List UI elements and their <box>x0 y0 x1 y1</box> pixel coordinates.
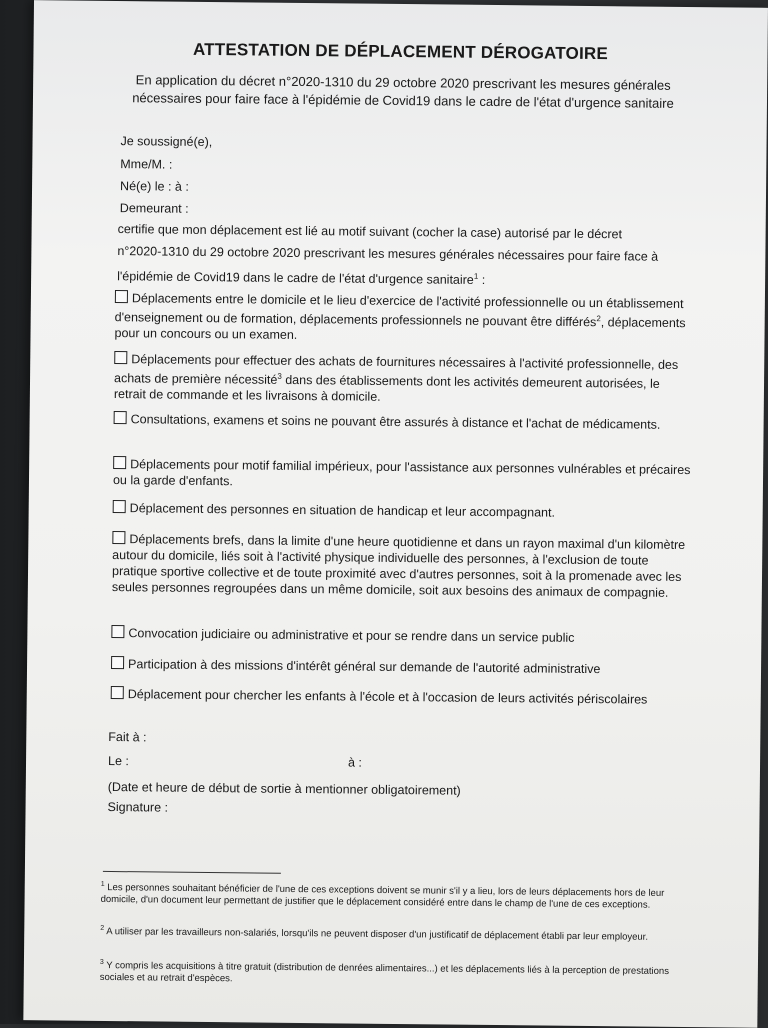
option-text-tail: , déplacements pour un concours ou un examen. <box>114 315 686 343</box>
reason-option-general-interest[interactable] <box>111 656 689 678</box>
reason-option-purchases[interactable] <box>114 351 693 408</box>
certify-line-1: certifie que mon déplacement est lié au motif suivant (cocher la case) autorisé par le décret <box>117 222 623 242</box>
checkbox[interactable] <box>112 531 125 544</box>
done-at-field[interactable]: Fait à : <box>108 729 147 745</box>
option-text: Déplacements brefs, dans la limite d'une heure quotidienne et dans un rayon maximal d'un kilomètre autour du domicile, liés soit à l'activité physique individuelle des personnes, à l'exclusion de toute pratique sportive collective et de toute proximité avec d'autres personnes, soit à la promenade avec les seules personnes regroupées dans un même domicile, soit aux besoins des animaux de compagnie. <box>111 532 686 600</box>
footnote-ref-3: 3 <box>277 371 282 381</box>
date-field[interactable]: Le : <box>107 753 129 769</box>
checkbox[interactable] <box>111 656 124 669</box>
option-text: Convocation judiciaire ou administrative et pour se rendre dans un service public <box>128 626 575 645</box>
name-field[interactable]: Mme/M. : <box>120 157 173 172</box>
option-text: Déplacements entre le domicile et le lieu d'exercice de l'activité professionnelle ou un établissement d'enseignement ou de formation, déplacements professionnels ne pouvant être différés <box>114 291 684 330</box>
checkbox[interactable] <box>113 500 126 513</box>
option-text: Déplacement des personnes en situation de handicap et leur accompagnant. <box>129 501 556 520</box>
decree-line-1: En application du décret n°2020-1310 du 29 octobre 2020 prescrivant les mesures générales <box>135 72 671 93</box>
undersigned-label: Je soussigné(e), <box>120 134 213 150</box>
option-text-tail: dans des établissements dont les activités demeurent autorisées, le retrait de commande et les livraisons à domicile. <box>113 372 660 404</box>
footnote-2 <box>100 923 690 944</box>
reason-option-short-outing[interactable] <box>112 531 691 601</box>
checkbox[interactable] <box>114 351 127 364</box>
footnote-text: Y compris les acquisitions à titre gratuit (distribution de denrées alimentaires...) et les déplacements liés à la perception de prestations sociales et au retrait d'espèces. <box>99 960 670 985</box>
reason-option-disability[interactable] <box>113 500 691 522</box>
attestation-sheet <box>23 0 768 1028</box>
certify-statement <box>117 218 718 293</box>
footnote-separator <box>103 871 281 874</box>
checkbox[interactable] <box>111 625 124 638</box>
certify-line-3-end: : <box>478 272 486 288</box>
decree-line-2: nécessaires pour faire face à l'épidémie de Covid19 dans le cadre de l'état d'urgence sanitaire <box>132 90 674 111</box>
time-field[interactable]: à : <box>347 755 363 770</box>
certify-line-3-text: l'épidémie de Covid19 dans le cadre de l'état d'urgence sanitaire <box>117 269 474 287</box>
date-time-note: (Date et heure de début de sortie à mentionner obligatoirement) <box>107 779 461 798</box>
option-text: Consultations, examens et soins ne pouvant être assurés à distance et l'achat de médicaments. <box>130 412 661 432</box>
checkbox[interactable] <box>111 686 124 699</box>
footnote-text: A utiliser par les travailleurs non-salariés, lorsqu'ils ne peuvent disposer d'un justificatif de déplacement établi par leur employeur. <box>106 926 649 943</box>
footnote-3 <box>100 957 690 990</box>
decree-reference <box>93 71 713 113</box>
footnote-number: 3 <box>99 958 104 966</box>
birth-field[interactable]: Né(e) le : à : <box>120 179 189 194</box>
option-text: Déplacements pour effectuer des achats de fournitures nécessaires à l'activité professionnelle, des achats de première nécessité <box>113 352 679 387</box>
option-text: Déplacement pour chercher les enfants à l'école et à l'occasion de leurs activités périscolaires <box>127 687 648 707</box>
footnote-number: 2 <box>100 924 105 932</box>
checkbox[interactable] <box>114 411 127 424</box>
option-text: Déplacements pour motif familial impérieux, pour l'assistance aux personnes vulnérables et précaires ou la garde d'enfants. <box>112 457 691 489</box>
checkbox[interactable] <box>115 290 128 303</box>
option-text: Participation à des missions d'intérêt général sur demande de l'autorité administrative <box>127 657 601 677</box>
footnote-text: Les personnes souhaitant bénéficier de l'une de ces exceptions doivent se munir s'il y a lieu, lors de leurs déplacements hors de leur domicile, d'un document leur permettant de justifier que le déplacement considéré entre dans le champ de l'une de ces exceptions. <box>100 882 665 911</box>
reason-option-school[interactable] <box>111 686 689 708</box>
footnote-ref-2: 2 <box>596 314 601 324</box>
reason-option-family[interactable] <box>113 456 691 494</box>
address-field[interactable]: Demeurant : <box>119 201 189 216</box>
signature-field[interactable]: Signature : <box>107 799 169 815</box>
document-title: ATTESTATION DE DÉPLACEMENT DÉROGATOIRE <box>192 39 609 64</box>
footnote-1 <box>101 879 691 912</box>
reason-option-summons[interactable] <box>111 625 689 647</box>
footnote-number: 1 <box>100 880 105 888</box>
reason-option-work[interactable] <box>114 290 693 347</box>
footnote-ref-1: 1 <box>473 271 479 281</box>
reason-option-health[interactable] <box>114 411 692 433</box>
checkbox[interactable] <box>113 456 126 469</box>
certify-line-2: n°2020-1310 du 29 octobre 2020 prescrivant les mesures générales nécessaires pour faire face à <box>117 244 659 264</box>
